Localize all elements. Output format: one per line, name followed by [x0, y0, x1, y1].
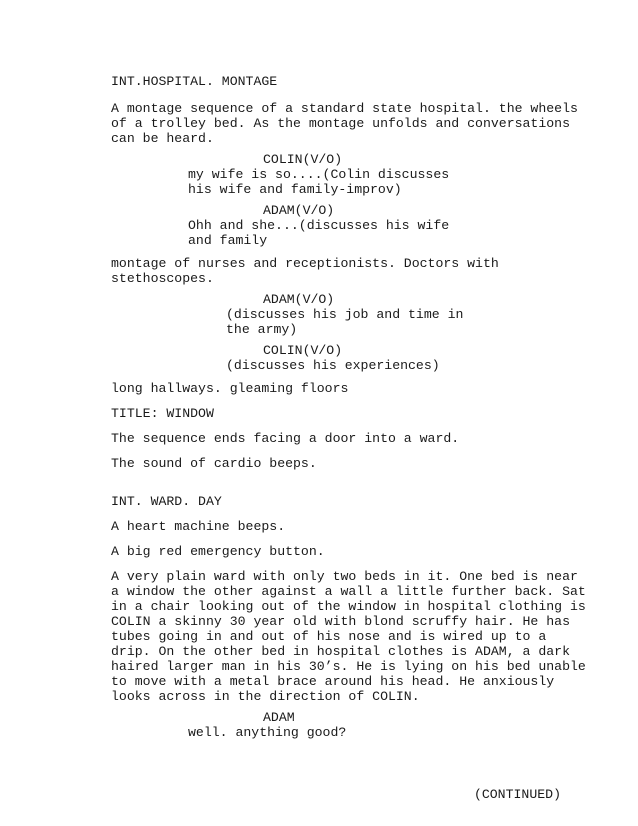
action-line: looks across in the direction of COLIN.: [111, 689, 420, 704]
action-line: A very plain ward with only two beds in it. One bed is near: [111, 569, 578, 584]
dialogue-line: well. anything good?: [188, 725, 347, 740]
action-line: tubes going in and out of his nose and is wired up to a: [111, 629, 547, 644]
dialogue-line: his wife and family-improv): [188, 182, 402, 197]
action-line: The sound of cardio beeps.: [111, 456, 317, 471]
character-cue: COLIN(V/O): [263, 152, 343, 167]
action-line: a window the other against a wall a little further back. Sat: [111, 584, 586, 599]
parenthetical-line: (discusses his experiences): [226, 358, 440, 373]
action-line: long hallways. gleaming floors: [111, 381, 349, 396]
title-card: TITLE: WINDOW: [111, 406, 214, 421]
parenthetical-line: the army): [226, 322, 298, 337]
dialogue-line: Ohh and she...(discusses his wife: [188, 218, 450, 233]
scene-heading: INT.HOSPITAL. MONTAGE: [111, 74, 278, 89]
action-line: COLIN a skinny 30 year old with blond scruffy hair. He has: [111, 614, 570, 629]
continued-marker: (CONTINUED): [473, 787, 561, 802]
character-cue: ADAM: [263, 710, 295, 725]
action-line: of a trolley bed. As the montage unfolds and conversations: [111, 116, 570, 131]
action-line: A big red emergency button.: [111, 544, 325, 559]
action-line: haired larger man in his 30’s. He is lying on his bed unable: [111, 659, 586, 674]
character-cue: ADAM(V/O): [263, 203, 335, 218]
parenthetical-line: (discusses his job and time in: [226, 307, 464, 322]
action-line: A heart machine beeps.: [111, 519, 286, 534]
action-line: montage of nurses and receptionists. Doctors with: [111, 256, 499, 271]
dialogue-line: my wife is so....(Colin discusses: [188, 167, 450, 182]
action-line: drip. On the other bed in hospital clothes is ADAM, a dark: [111, 644, 570, 659]
action-line: in a chair looking out of the window in hospital clothing is: [111, 599, 586, 614]
action-line: can be heard.: [111, 131, 214, 146]
action-line: to move with a metal brace around his head. He anxiously: [111, 674, 555, 689]
action-line: A montage sequence of a standard state hospital. the wheels: [111, 101, 578, 116]
scene-heading: INT. WARD. DAY: [111, 494, 222, 509]
action-line: stethoscopes.: [111, 271, 214, 286]
dialogue-line: and family: [188, 233, 268, 248]
character-cue: ADAM(V/O): [263, 292, 335, 307]
character-cue: COLIN(V/O): [263, 343, 343, 358]
action-line: The sequence ends facing a door into a ward.: [111, 431, 460, 446]
